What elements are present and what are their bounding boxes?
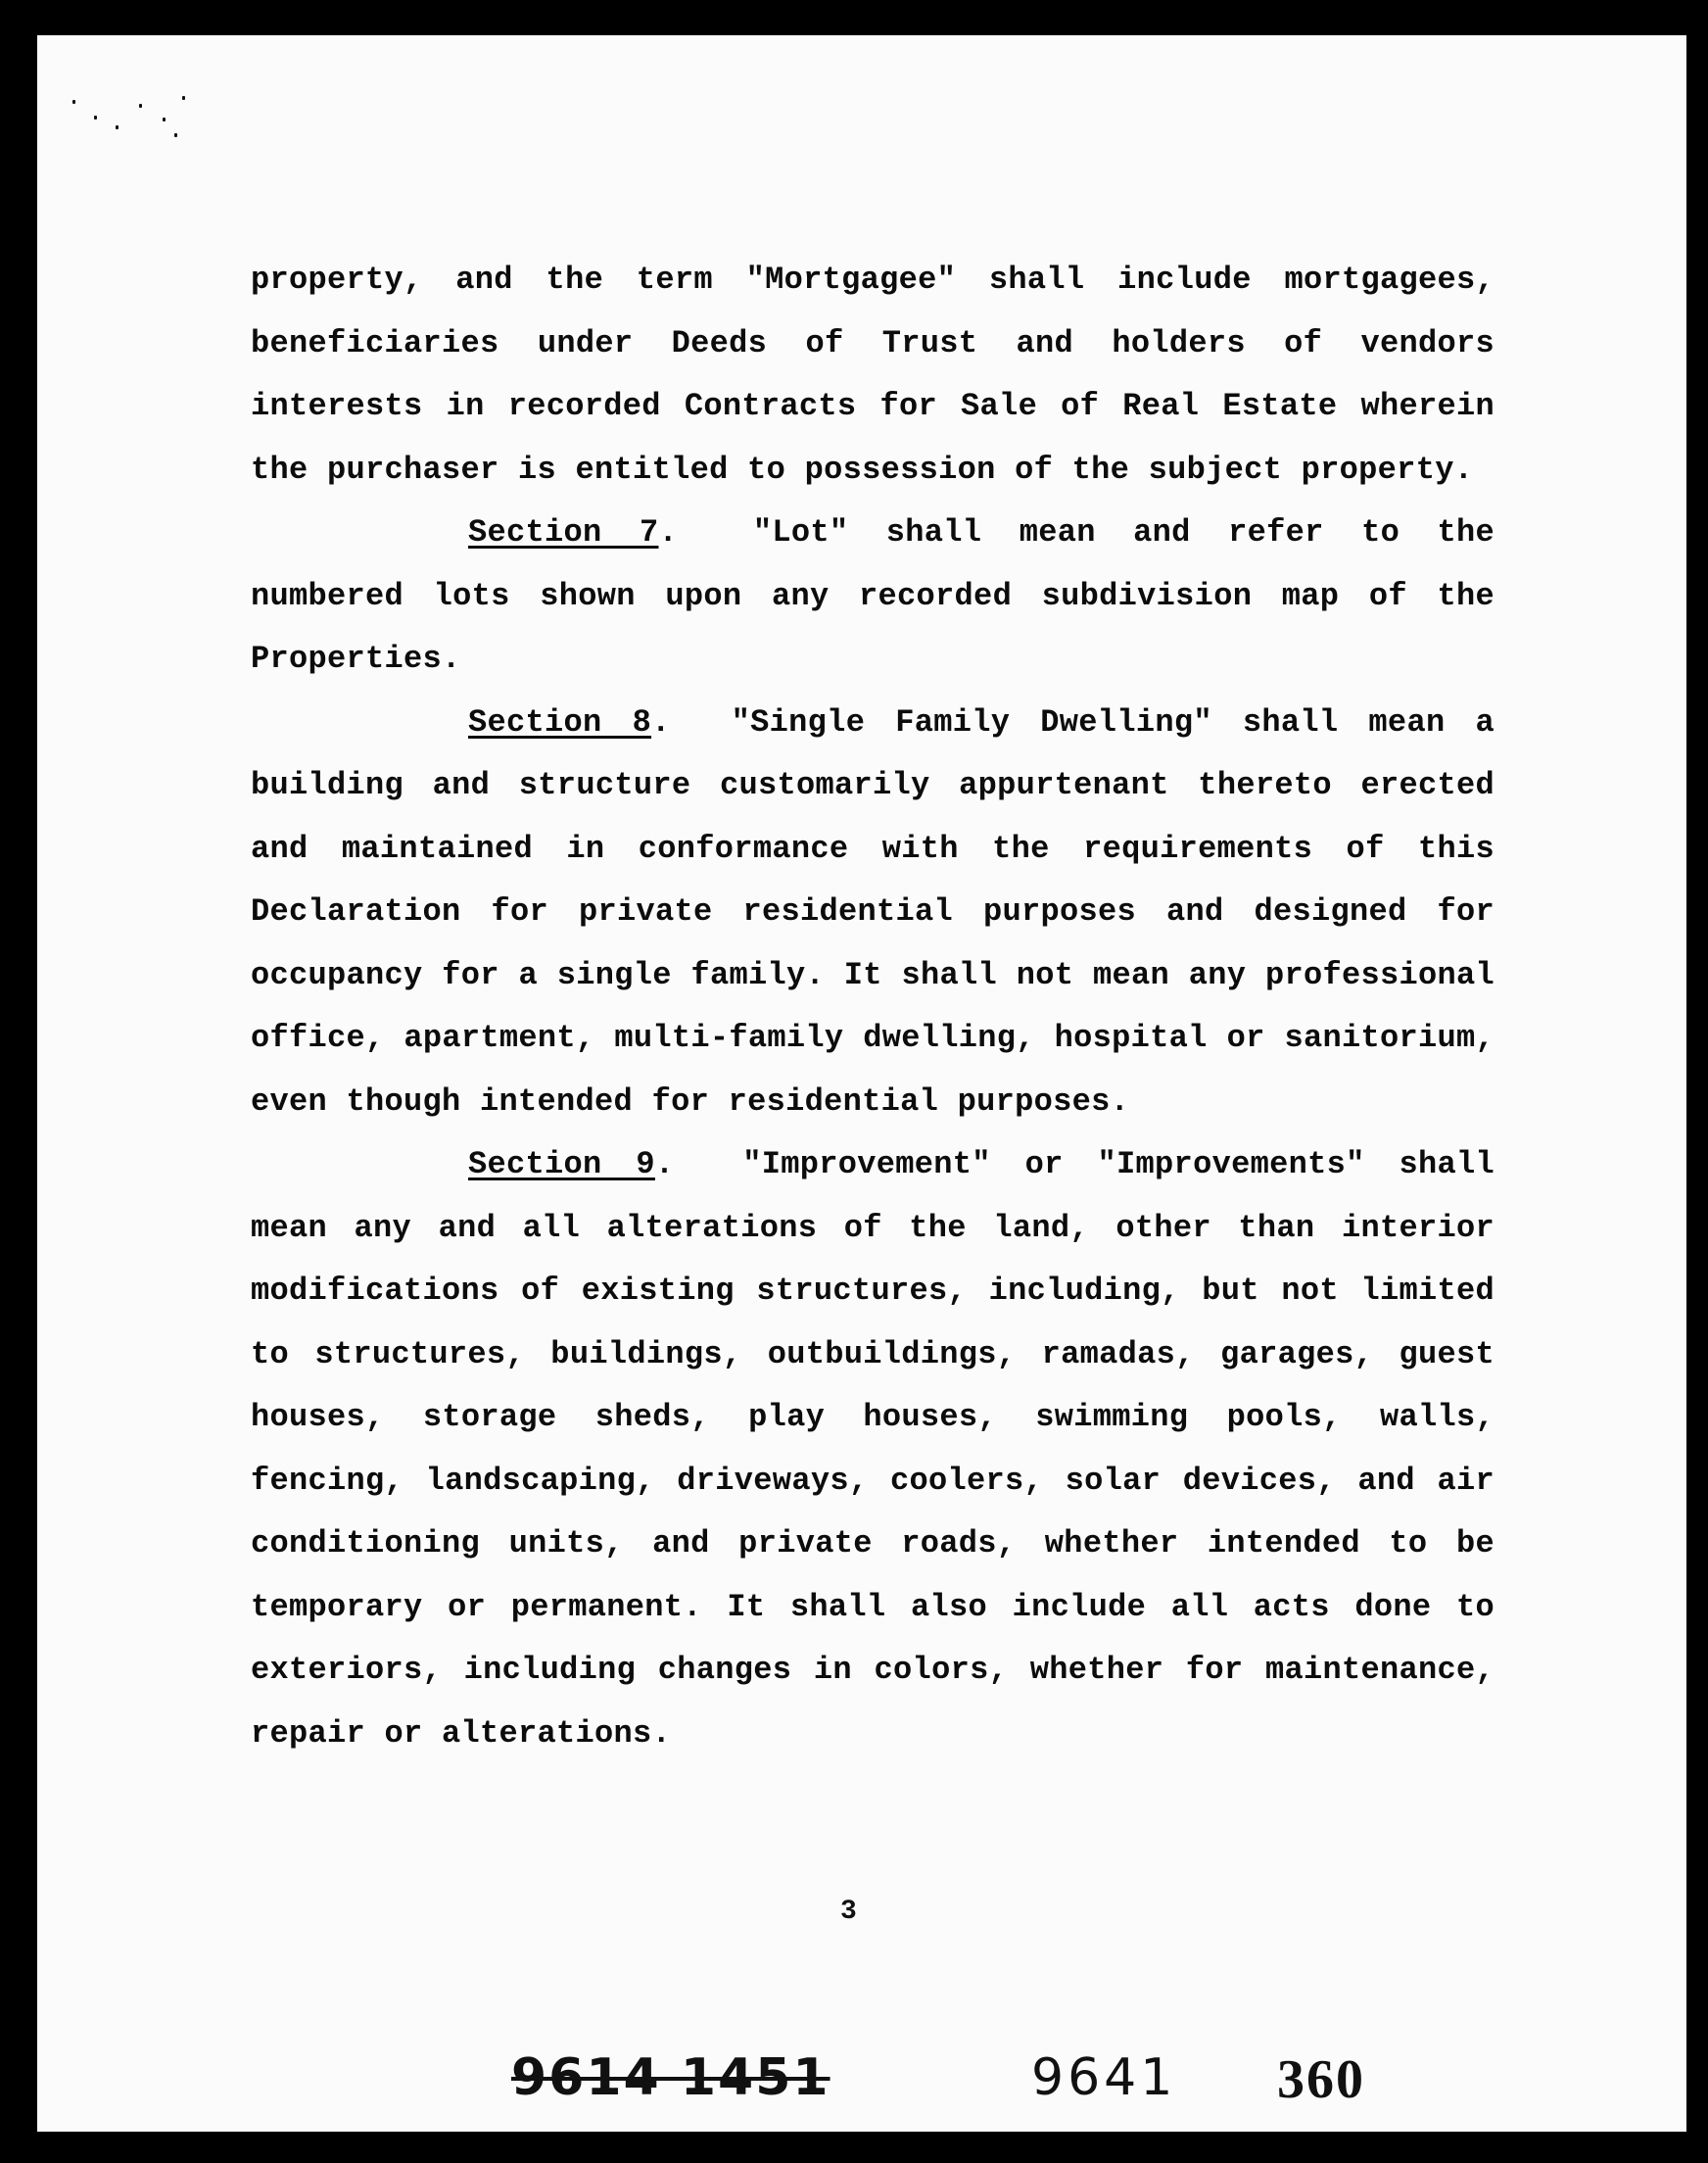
paragraph-text: "Improvement" or "Improvements" shall mean any and all alterations of the land, other than interior modifications of existing structures, including, but not limited to structures, buildings, outbuildings, ramadas, garages, guest houses, storage sheds, play houses, swimming pools, walls, fencing, landscaping, driveways, coolers, solar devices, and air conditioning units, and private roads, whether intended to be temporary or permanent. It shall also include all acts done to exteriors, including changes in colors, whether for maintenance, repair or alterations.	[251, 1146, 1494, 1752]
recording-stamp-old: 9614 1451	[511, 2048, 830, 2107]
scan-speck	[139, 104, 142, 108]
scan-mark	[772, 35, 830, 51]
paragraph-section-8: Section 8. "Single Family Dwelling" shall mean a building and structure customarily appurtenant thereto erected and maintained in conformance with the requirements of this Declaration for private residential purposes and designed for occupancy for a single family. It shall not mean any professional office, apartment, multi-family dwelling, hospital or sanitorium, even though intended for residential purposes.	[251, 703, 1494, 1120]
page-number: 3	[840, 1897, 857, 1927]
paragraph-mortgagee	[251, 249, 1494, 502]
recording-stamp-page: 360	[1277, 2049, 1365, 2110]
scan-speck	[94, 116, 97, 120]
section-9-label: Section 9	[468, 1146, 655, 1182]
scan-speck	[163, 118, 166, 121]
paragraph-section-7: Section 7. "Lot" shall mean and refer to the numbered lots shown upon any recorded subdivision map of the Properties.	[251, 514, 1495, 677]
document-page	[37, 35, 1686, 2132]
paragraph-text: "Lot" shall mean and refer to the numbered lots shown upon any recorded subdivision map of the Properties.	[251, 514, 1495, 677]
paragraph-text: property, and the term "Mortgagee" shall include mortgagees, beneficiaries under Deeds of Trust and holders of vendors interests in recorded Contracts for Sale of Real Estate wherein the purchaser is entitled to possession of the subject property.	[251, 262, 1494, 488]
section-7-label: Section 7	[468, 514, 659, 551]
scan-speck	[174, 133, 177, 137]
scan-speck	[182, 96, 185, 100]
scan-speck	[72, 100, 75, 104]
recording-stamp-book: 9641	[1031, 2048, 1177, 2107]
document-body	[251, 249, 1494, 1765]
scan-speck	[116, 125, 119, 129]
paragraph-section-9: Section 9. "Improvement" or "Improvements" shall mean any and all alterations of the land, other than interior modifications of existing structures, including, but not limited to structures, buildings, outbuildings, ramadas, garages, guest houses, storage sheds, play houses, swimming pools, walls, fencing, landscaping, driveways, coolers, solar devices, and air conditioning units, and private roads, whether intended to be temporary or permanent. It shall also include all acts done to exteriors, including changes in colors, whether for maintenance, repair or alterations.	[251, 1146, 1494, 1752]
section-8-label: Section 8	[468, 703, 652, 741]
paragraph-text: "Single Family Dwelling" shall mean a building and structure customarily appurtenant thereto erected and maintained in conformance with the requirements of this Declaration for private residential purposes and designed for occupancy for a single family. It shall not mean any professional office, apartment, multi-family dwelling, hospital or sanitorium, even though intended for residential purposes.	[251, 703, 1494, 1120]
